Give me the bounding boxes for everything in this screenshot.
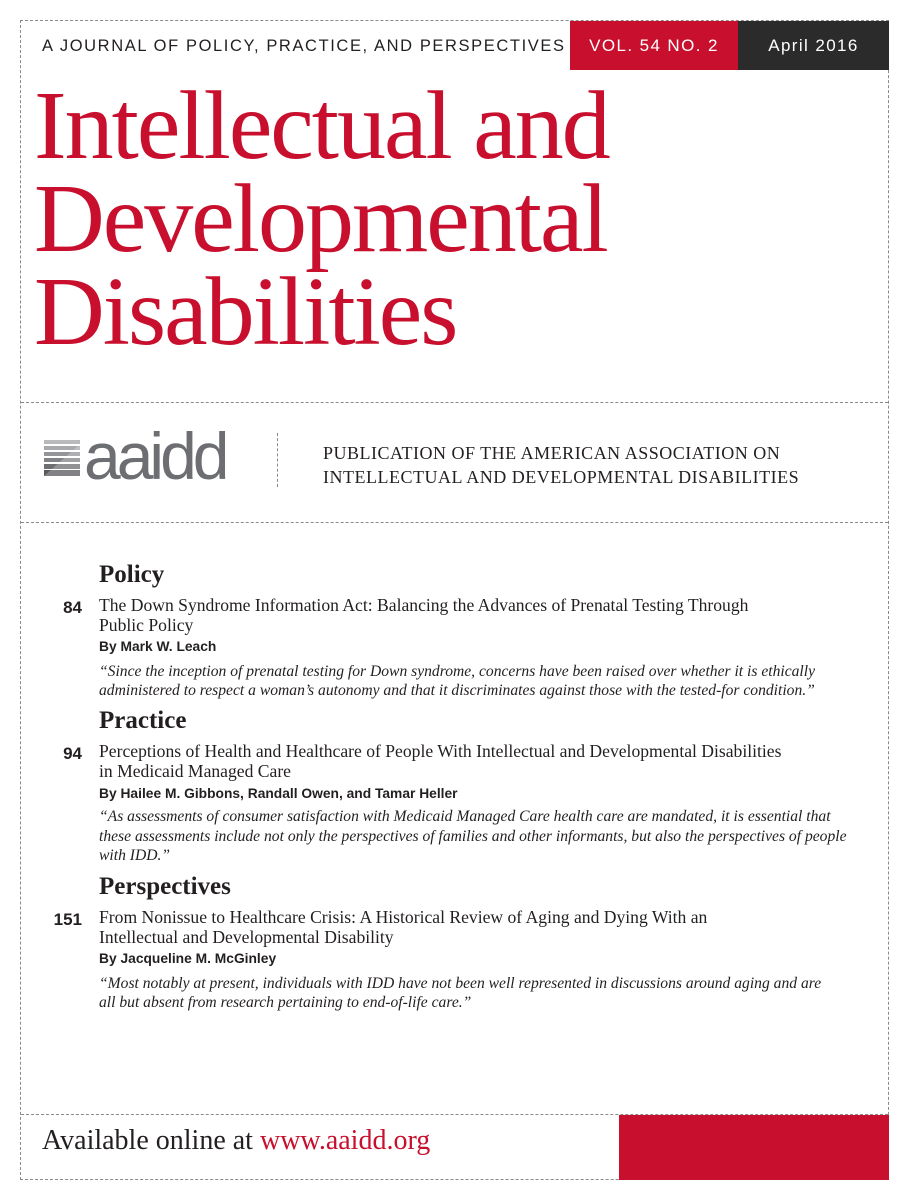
article-author: By Jacqueline M. McGinley (99, 951, 277, 966)
publisher-statement (323, 441, 799, 489)
article-title-line: Perceptions of Health and Healthcare of People With Intellectual and Developmental Disabilities (99, 741, 782, 761)
article-title-line: From Nonissue to Healthcare Crisis: A Historical Review of Aging and Dying With an (99, 907, 708, 927)
article-quote-line: with IDD.” (99, 847, 171, 864)
issue-date-badge: April 2016 (738, 21, 889, 70)
journal-title-line-3: Disabilities (34, 258, 457, 366)
page-number: 151 (53, 910, 82, 929)
article-title-line: in Medicaid Managed Care (99, 761, 291, 781)
aaidd-logo (44, 419, 234, 493)
article-quote-line: “Since the inception of prenatal testing for Down syndrome, concerns have been raised over whether it is ethically (99, 663, 816, 680)
journal-title-line-2: Developmental (34, 165, 607, 273)
article-title-line: Intellectual and Developmental Disability (99, 927, 394, 947)
page-number: 94 (63, 744, 82, 763)
section-heading-practice: Practice (99, 707, 187, 734)
footer-prefix: Available online at (42, 1125, 260, 1156)
journal-tagline: A JOURNAL OF POLICY, PRACTICE, AND PERSPECTIVES (42, 37, 566, 55)
article-title-line: Public Policy (99, 615, 194, 635)
publisher-line-2: INTELLECTUAL AND DEVELOPMENTAL DISABILITIES (323, 467, 800, 487)
page-number: 84 (63, 598, 82, 617)
publisher-divider (21, 522, 888, 523)
title-divider (21, 402, 888, 403)
journal-title (34, 72, 609, 366)
publisher-line-1: PUBLICATION OF THE AMERICAN ASSOCIATION ON (323, 443, 781, 463)
article-quote-line: administered to respect a woman’s autonomy and that it discriminates against those with the tested-for condition.” (99, 682, 815, 699)
logo-divider (277, 433, 278, 487)
article-quote-line: “As assessments of consumer satisfaction with Medicaid Managed Care health care are mandated, it is essential that (99, 808, 831, 825)
volume-badge: VOL. 54 NO. 2 (570, 21, 738, 70)
journal-title-line-1: Intellectual and (34, 72, 609, 180)
article-quote-line: all but absent from research pertaining to end-of-life care.” (99, 994, 472, 1011)
website-link[interactable]: www.aaidd.org (259, 1125, 431, 1156)
footer-accent-block (619, 1115, 889, 1180)
article-title-line: The Down Syndrome Information Act: Balancing the Advances of Prenatal Testing Through (99, 595, 749, 615)
section-heading-policy: Policy (99, 561, 165, 588)
article-author: By Hailee M. Gibbons, Randall Owen, and Tamar Heller (99, 786, 458, 801)
aaidd-logo-text: aaidd (84, 419, 226, 493)
article-quote-line: “Most notably at present, individuals with IDD have not been well represented in discussions around aging and are (99, 975, 822, 992)
footer-availability (42, 1125, 430, 1157)
section-heading-perspectives: Perspectives (99, 873, 231, 900)
aaidd-logo-mark-icon (44, 440, 80, 476)
article-author: By Mark W. Leach (99, 639, 217, 654)
article-quote-line: these assessments include not only the perspectives of families and other informants, but also the perspectives of people (99, 828, 847, 845)
